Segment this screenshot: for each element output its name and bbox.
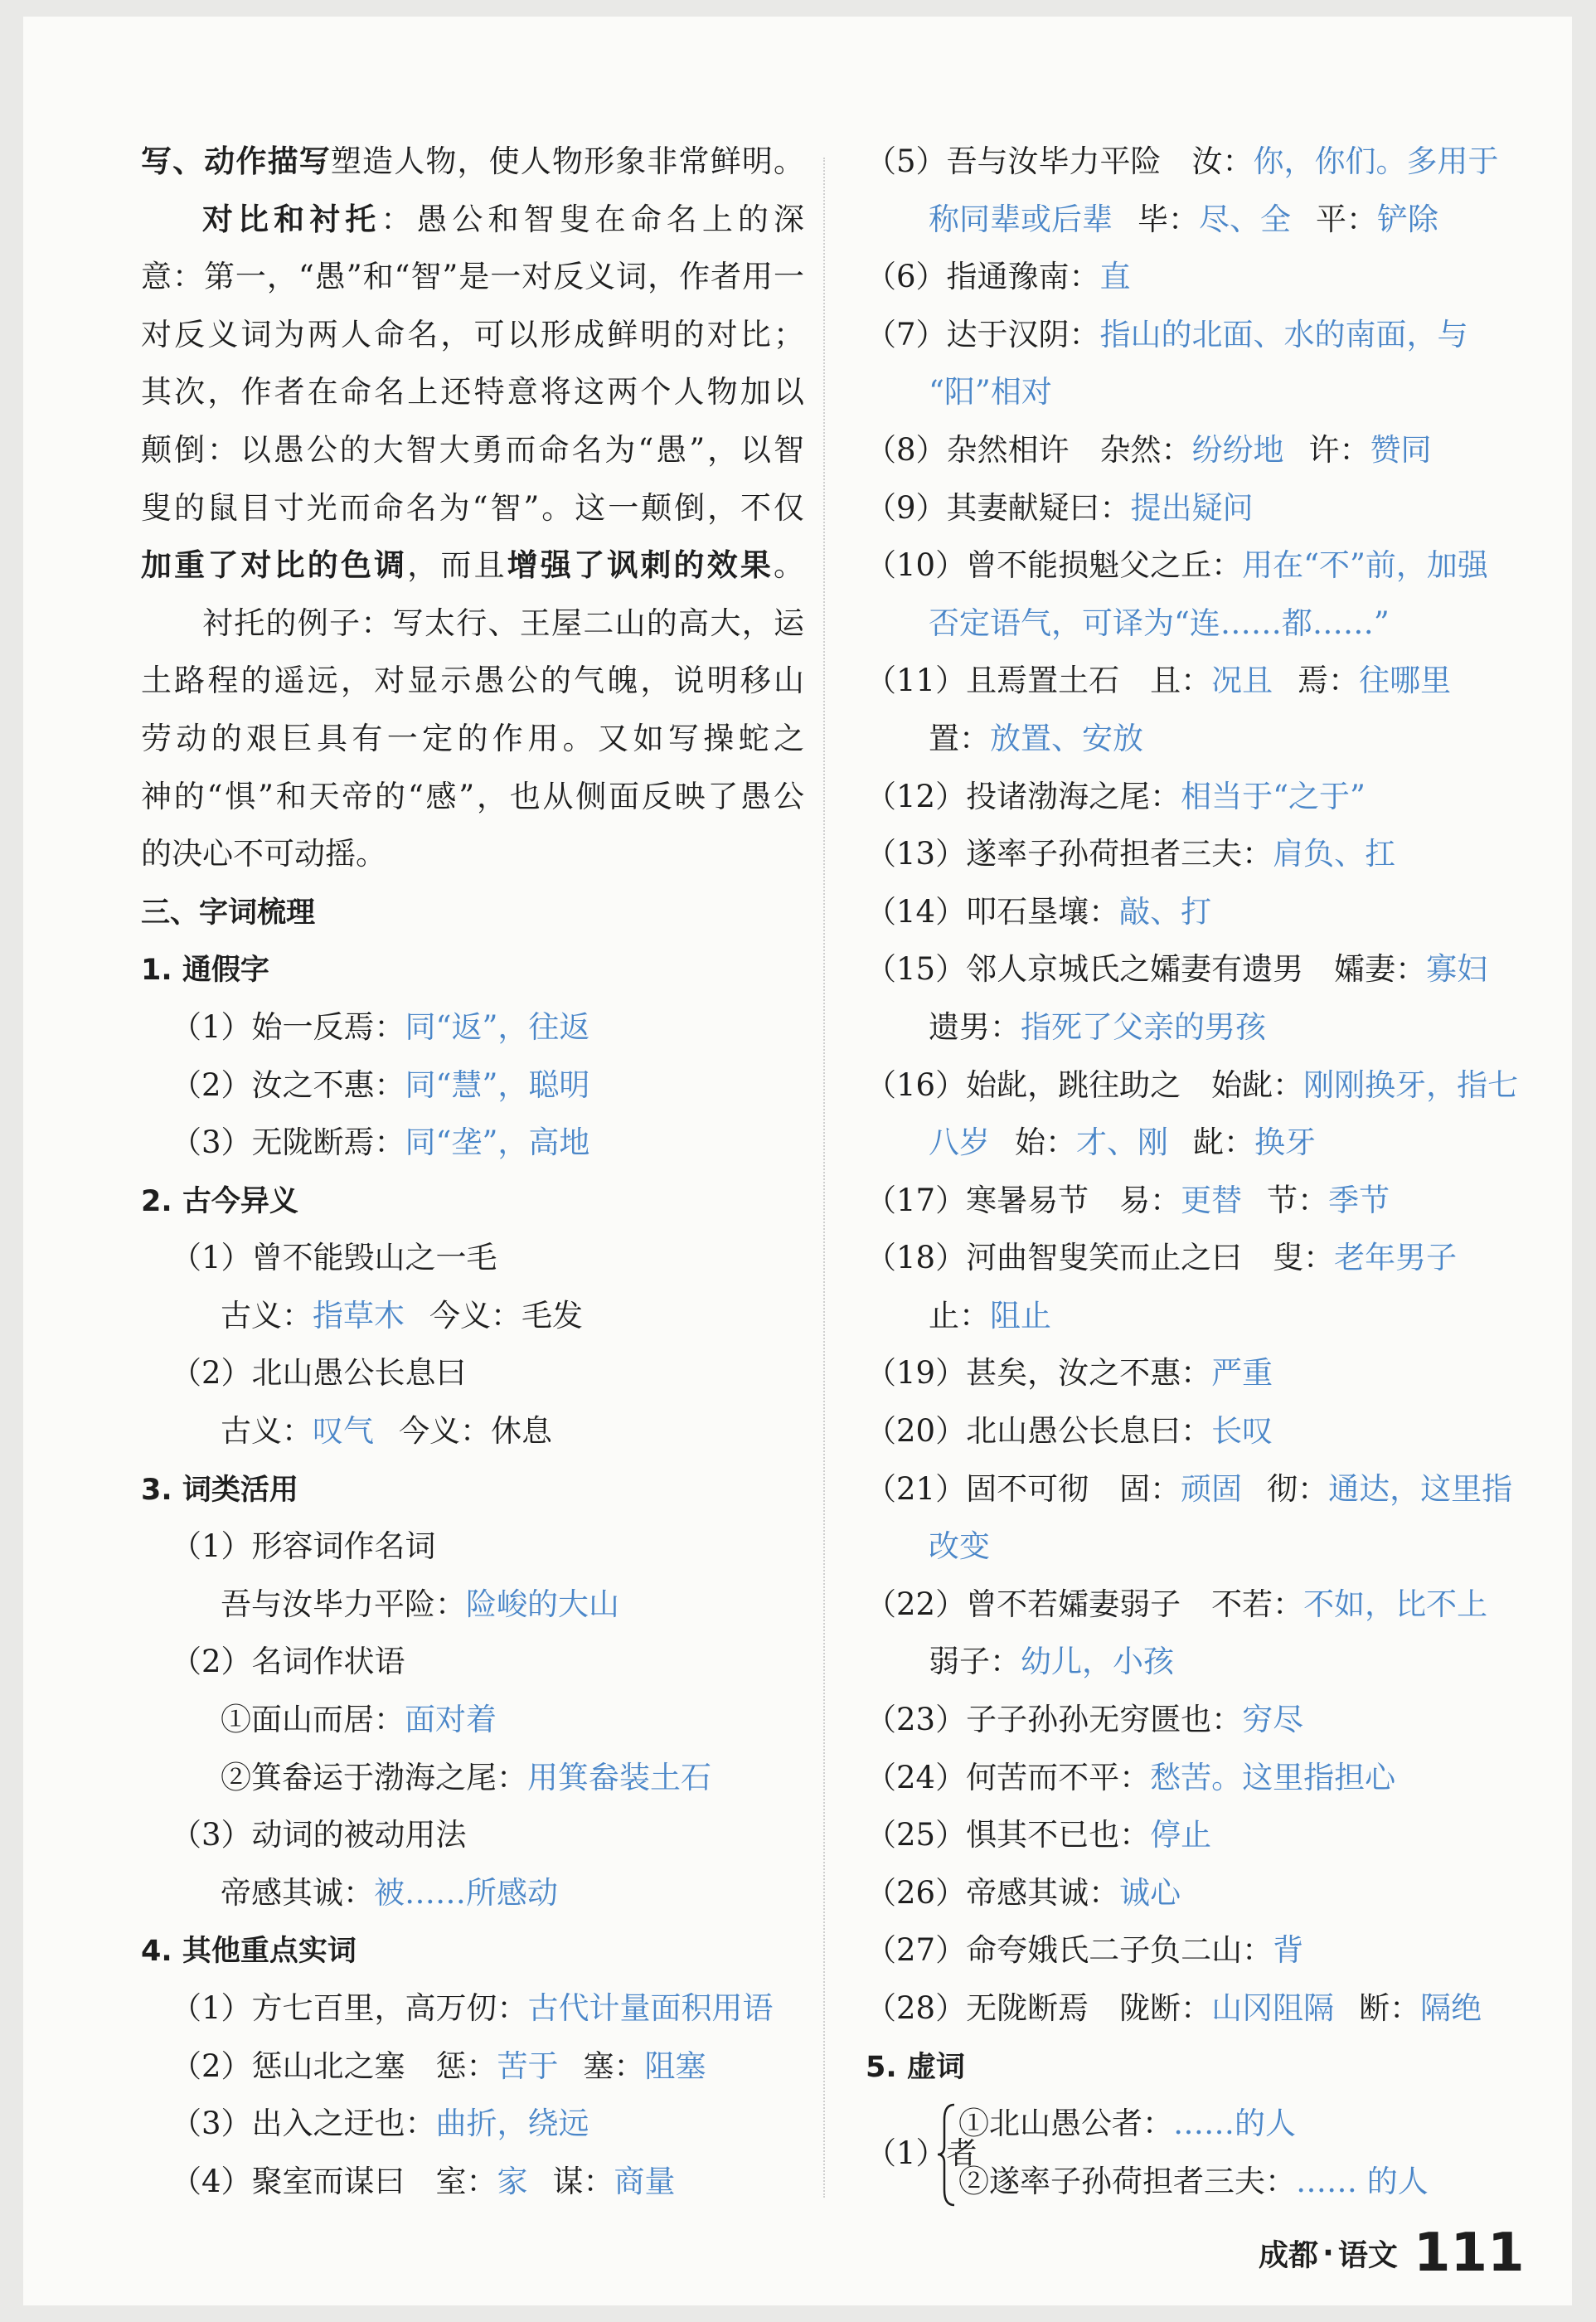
question-text: （1）始一反焉： — [171, 1008, 405, 1045]
answer-text: 阻止 — [990, 1297, 1051, 1333]
answer-text: 刚刚换牙，指七 — [1303, 1066, 1519, 1103]
vocab-entry — [866, 133, 1512, 191]
question-text: 今义：休息 — [399, 1413, 552, 1450]
vocab-entry — [866, 768, 1512, 826]
line-text: 土路程的遥远，对显示愚公的气魄，说明移山 — [141, 663, 804, 699]
question-text: 谋： — [552, 2163, 614, 2199]
text-line — [141, 479, 804, 537]
heading-text: 1. 通假字 — [141, 954, 269, 988]
vocab-entry — [866, 1229, 1512, 1287]
vocab-entry — [141, 2038, 804, 2096]
answer-text: 提出疑问 — [1130, 489, 1254, 526]
question-text: （15）邻人京城氏之孀妻有遗男 孀妻： — [866, 951, 1427, 988]
answer-text: 商量 — [614, 2163, 676, 2199]
xuci-item — [958, 2095, 1296, 2153]
answer-text: 换牙 — [1254, 1125, 1316, 1161]
question-text: （28）无陇断焉 陇断： — [866, 1990, 1212, 2026]
question-text: 弱子： — [929, 1644, 1021, 1680]
line-text: 叟的鼠目寸光而命名为“智”。这一颠倒，不仅 — [141, 489, 804, 526]
curly-brace-icon — [936, 2103, 958, 2207]
heading-text: 5. 虚词 — [866, 2050, 965, 2084]
answer-text: 老年男子 — [1334, 1240, 1458, 1276]
footer-subject: 语文 — [1337, 2238, 1398, 2273]
vocab-entry — [866, 306, 1512, 364]
answer-text: 指山的北面、水的南面，与 — [1099, 316, 1468, 352]
question-text: （27）命夸娥氏二子负二山： — [866, 1932, 1273, 1969]
answer-text: 称同辈或后辈 — [929, 201, 1113, 237]
question-text: 古义： — [221, 1297, 313, 1333]
vocab-entry — [866, 595, 1512, 653]
question-text: 止： — [929, 1297, 990, 1333]
vocab-entry — [866, 1691, 1512, 1749]
answer-text: 季节 — [1328, 1182, 1390, 1218]
vocab-entry — [141, 1864, 804, 1922]
answer-text: 指草木 — [313, 1297, 405, 1333]
vocab-entry — [141, 1749, 804, 1807]
answer-text: 况且 — [1211, 663, 1273, 699]
vocab-entry — [866, 421, 1512, 479]
text-line — [141, 652, 804, 710]
section-heading — [141, 1172, 804, 1230]
column-divider — [823, 158, 825, 2198]
text-line — [141, 1633, 804, 1691]
vocab-entry — [866, 1864, 1512, 1922]
text-line — [141, 537, 804, 595]
vocab-entry — [866, 1287, 1512, 1345]
question-text: （10）曾不能损魁父之丘： — [866, 547, 1243, 584]
answer-text: 隔绝 — [1420, 1990, 1482, 2026]
answer-text: “阳”相对 — [929, 374, 1052, 410]
answer-text: 同“返”，往返 — [405, 1008, 590, 1045]
answer-text: 曲折，绕远 — [435, 2106, 589, 2142]
answer-text: 用箕畚装土石 — [527, 1759, 711, 1795]
vocab-entry — [866, 825, 1512, 883]
heading-text: 三、字词梳理 — [141, 896, 316, 930]
text-line — [141, 306, 804, 364]
answer-text: 阻塞 — [644, 2048, 706, 2084]
question-text: （3）出入之迂也： — [171, 2106, 436, 2142]
xuci-block — [866, 2095, 1512, 2211]
question-text: （12）投诸渤海之尾： — [866, 778, 1181, 814]
answer-text: 才、刚 — [1076, 1125, 1168, 1161]
question-text: （5）吾与汝毕力平险 汝： — [866, 143, 1254, 179]
question-text: （19）甚矣，汝之不惠： — [866, 1355, 1212, 1392]
question-text: 毕： — [1138, 201, 1199, 237]
question-text: ①北山愚公者： — [958, 2106, 1173, 2142]
line-text: 对反义词为两人命名，可以形成鲜明的对比； — [141, 316, 804, 352]
question-text: 古义： — [221, 1413, 313, 1450]
vocab-entry — [866, 1980, 1512, 2038]
vocab-entry — [141, 2095, 804, 2153]
vocab-entry — [866, 940, 1512, 998]
text-line — [141, 1518, 804, 1576]
line-text: 的决心不可动摇。 — [141, 836, 386, 872]
line-text: 对比和衬托：愚公和智叟在命名上的深 — [202, 201, 804, 237]
answer-text: 你，你们。多用于 — [1253, 143, 1499, 179]
left-column — [141, 133, 804, 2210]
question-text: （2）惩山北之塞 惩： — [171, 2048, 497, 2084]
answer-text: 顽固 — [1181, 1470, 1243, 1507]
answer-text: 险峻的大山 — [466, 1586, 619, 1622]
xuci-item — [958, 2153, 1429, 2211]
line-text: 劳动的艰巨具有一定的作用。又如写操蛇之 — [141, 720, 804, 756]
vocab-entry — [866, 363, 1512, 421]
vocab-entry — [866, 1402, 1512, 1460]
question-text: 今义：毛发 — [429, 1297, 583, 1333]
question-text: （6）指通豫南： — [866, 259, 1100, 295]
vocab-entry — [866, 1576, 1512, 1634]
line-text: （1）曾不能毁山之一毛 — [171, 1240, 497, 1276]
vocab-entry — [141, 1114, 804, 1172]
answer-text: 叹气 — [313, 1413, 374, 1450]
question-text: 平： — [1316, 201, 1377, 237]
question-text: （1）方七百里，高万仞： — [171, 1990, 528, 2026]
text-line — [141, 768, 804, 826]
vocab-entry — [141, 1287, 804, 1345]
vocab-entry — [141, 1980, 804, 2038]
vocab-entry — [866, 1172, 1512, 1230]
vocab-entry — [141, 1057, 804, 1115]
question-text: （21）固不可彻 固： — [866, 1470, 1181, 1507]
question-text: 始： — [1015, 1125, 1076, 1161]
line-text: （1）形容词作名词 — [171, 1528, 436, 1565]
answer-text: 苦于 — [497, 2048, 559, 2084]
page-number: 111 — [1414, 2222, 1525, 2284]
answer-text: 被……所感动 — [374, 1874, 558, 1911]
vocab-entry — [866, 479, 1512, 537]
vocab-entry — [866, 710, 1512, 768]
vocab-entry — [866, 1518, 1512, 1576]
question-text: 龀： — [1193, 1125, 1254, 1161]
question-text: （22）曾不若孀妻弱子 不若： — [866, 1586, 1304, 1622]
text-line — [141, 825, 804, 883]
question-text: （13）遂率子孙荷担者三夫： — [866, 836, 1273, 872]
answer-text: 赞同 — [1370, 431, 1432, 468]
answer-text: 背 — [1273, 1932, 1304, 1969]
answer-text: 用在“不”前，加强 — [1242, 547, 1488, 584]
line-text: （3）动词的被动用法 — [171, 1817, 467, 1853]
line-text: （2）名词作状语 — [171, 1644, 405, 1680]
answer-text: 相当于“之于” — [1181, 778, 1366, 814]
question-text: （26）帝感其诚： — [866, 1874, 1120, 1911]
answer-text: 面对着 — [405, 1702, 497, 1738]
heading-text: 4. 其他重点实词 — [141, 1935, 357, 1969]
line-text: 衬托的例子：写太行、王屋二山的高大，运 — [202, 605, 804, 641]
answer-text: 直 — [1099, 259, 1131, 295]
question-text: （3）无陇断焉： — [171, 1125, 405, 1161]
question-text: （7）达于汉阴： — [866, 316, 1100, 352]
question-text: 吾与汝毕力平险： — [221, 1586, 466, 1622]
question-text: （25）惧其不已也： — [866, 1817, 1151, 1853]
text-line — [141, 1344, 804, 1402]
answer-text: 诚心 — [1119, 1874, 1181, 1911]
vocab-entry — [866, 191, 1512, 249]
text-line — [141, 363, 804, 421]
question-text: 塞： — [583, 2048, 645, 2084]
page — [23, 17, 1572, 2305]
answer-text: 更替 — [1181, 1182, 1243, 1218]
answer-text: 古代计量面积用语 — [527, 1990, 774, 2026]
answer-text: 铲除 — [1377, 201, 1438, 237]
answer-text: 敲、打 — [1119, 893, 1212, 930]
line-text: 其次，作者在命名上还特意将这两个人物加以 — [141, 374, 804, 410]
vocab-entry — [141, 1576, 804, 1634]
question-text: ②遂率子孙荷担者三夫： — [958, 2163, 1296, 2199]
section-heading — [141, 1921, 804, 1980]
section-heading — [866, 2038, 1512, 2096]
vocab-entry — [141, 1402, 804, 1460]
section-heading — [141, 1460, 804, 1518]
answer-text: 严重 — [1211, 1355, 1273, 1392]
question-text: 断： — [1359, 1990, 1421, 2026]
vocab-entry — [866, 1057, 1519, 1115]
vocab-entry — [866, 883, 1512, 941]
text-line — [141, 191, 804, 249]
answer-text: 穷尽 — [1242, 1702, 1304, 1738]
question-text: （11）且焉置土石 且： — [866, 663, 1212, 699]
vocab-entry — [866, 1460, 1512, 1518]
line-text: 加重了对比的色调，而且增强了讽刺的效果。 — [141, 547, 804, 584]
vocab-entry — [866, 998, 1512, 1057]
xuci-label: （1）者 — [866, 2135, 977, 2172]
text-line — [141, 1806, 804, 1864]
footer-dot: · — [1322, 2236, 1334, 2271]
answer-text: 寡妇 — [1426, 951, 1488, 988]
vocab-entry — [141, 1691, 804, 1749]
answer-text: 八岁 — [929, 1125, 990, 1161]
question-text: 许： — [1308, 431, 1370, 468]
question-text: （14）叩石垦壤： — [866, 893, 1120, 930]
answer-text: 幼儿，小孩 — [1021, 1644, 1174, 1680]
question-text: （9）其妻献疑曰： — [866, 489, 1131, 526]
vocab-entry — [866, 537, 1512, 595]
heading-text: 3. 词类活用 — [141, 1473, 298, 1507]
text-line — [141, 133, 804, 191]
question-text: （23）子子孙孙无穷匮也： — [866, 1702, 1243, 1738]
question-text: （16）始龀，跳往助之 始龀： — [866, 1066, 1304, 1103]
answer-text: 纷纷地 — [1191, 431, 1284, 468]
question-text: 置： — [929, 720, 990, 756]
text-line — [141, 1229, 804, 1287]
text-line — [141, 595, 804, 653]
footer-region: 成都 — [1259, 2238, 1319, 2273]
question-text: 彻： — [1267, 1470, 1329, 1507]
answer-text: 改变 — [929, 1528, 990, 1565]
vocab-entry — [866, 248, 1512, 306]
question-text: （4）聚室而谋曰 室： — [171, 2163, 497, 2199]
answer-text: 肩负、扛 — [1273, 836, 1396, 872]
text-line — [141, 710, 804, 768]
text-line — [141, 421, 804, 479]
line-text: 意：第一，“愚”和“智”是一对反义词，作者用一 — [141, 259, 804, 295]
question-text: （2）汝之不惠： — [171, 1066, 405, 1103]
question-text: ①面山而居： — [221, 1702, 405, 1738]
vocab-entry — [141, 2153, 804, 2211]
answer-text: 指死了父亲的男孩 — [1021, 1008, 1266, 1045]
vocab-entry — [866, 1344, 1512, 1402]
question-text: ②箕畚运于渤海之尾： — [221, 1759, 527, 1795]
answer-text: 同“慧”，聪明 — [405, 1066, 590, 1103]
line-text: 颠倒：以愚公的大智大勇而命名为“愚”，以智 — [141, 431, 804, 468]
question-text: 遗男： — [929, 1008, 1021, 1045]
vocab-entry — [866, 1806, 1512, 1864]
question-text: （18）河曲智叟笑而止之曰 叟： — [866, 1240, 1335, 1276]
line-text: 神的“惧”和天帝的“感”，也从侧面反映了愚公 — [141, 778, 804, 814]
right-column — [866, 133, 1519, 2211]
page-footer — [1259, 2222, 1525, 2284]
text-line — [141, 248, 804, 306]
answer-text: 同“垄”，高地 — [405, 1125, 590, 1161]
question-text: 焉： — [1298, 663, 1360, 699]
vocab-entry — [866, 1921, 1512, 1980]
question-text: 帝感其诚： — [221, 1874, 374, 1911]
answer-text: 山冈阻隔 — [1211, 1990, 1335, 2026]
answer-text: 通达，这里指 — [1328, 1470, 1513, 1507]
answer-text: 放置、安放 — [990, 720, 1143, 756]
answer-text: 停止 — [1150, 1817, 1212, 1853]
question-text: （20）北山愚公长息曰： — [866, 1413, 1212, 1450]
section-heading — [141, 940, 804, 998]
heading-text: 2. 古今异义 — [141, 1184, 298, 1218]
vocab-entry — [866, 1114, 1512, 1172]
answer-text: 往哪里 — [1359, 663, 1452, 699]
question-text: （24）何苦而不平： — [866, 1759, 1151, 1795]
question-text: （8）杂然相许 杂然： — [866, 431, 1192, 468]
vocab-entry — [866, 1749, 1512, 1807]
answer-text: 长叹 — [1211, 1413, 1273, 1450]
answer-text: ……的人 — [1173, 2106, 1296, 2142]
vocab-entry — [866, 1633, 1512, 1691]
line-text: （2）北山愚公长息曰 — [171, 1355, 467, 1392]
answer-text: 尽、全 — [1199, 201, 1291, 237]
vocab-entry — [866, 652, 1512, 710]
line-text: 写、动作描写塑造人物，使人物形象非常鲜明。 — [141, 143, 804, 179]
answer-text: …… 的人 — [1296, 2163, 1429, 2199]
vocab-entry — [141, 998, 804, 1057]
question-text: 节： — [1267, 1182, 1329, 1218]
section-heading — [141, 883, 804, 941]
answer-text: 家 — [497, 2163, 528, 2199]
answer-text: 不如，比不上 — [1303, 1586, 1488, 1622]
answer-text: 愁苦。这里指担心 — [1150, 1759, 1396, 1795]
question-text: （17）寒暑易节 易： — [866, 1182, 1181, 1218]
answer-text: 否定语气，可译为“连……都……” — [929, 605, 1390, 641]
